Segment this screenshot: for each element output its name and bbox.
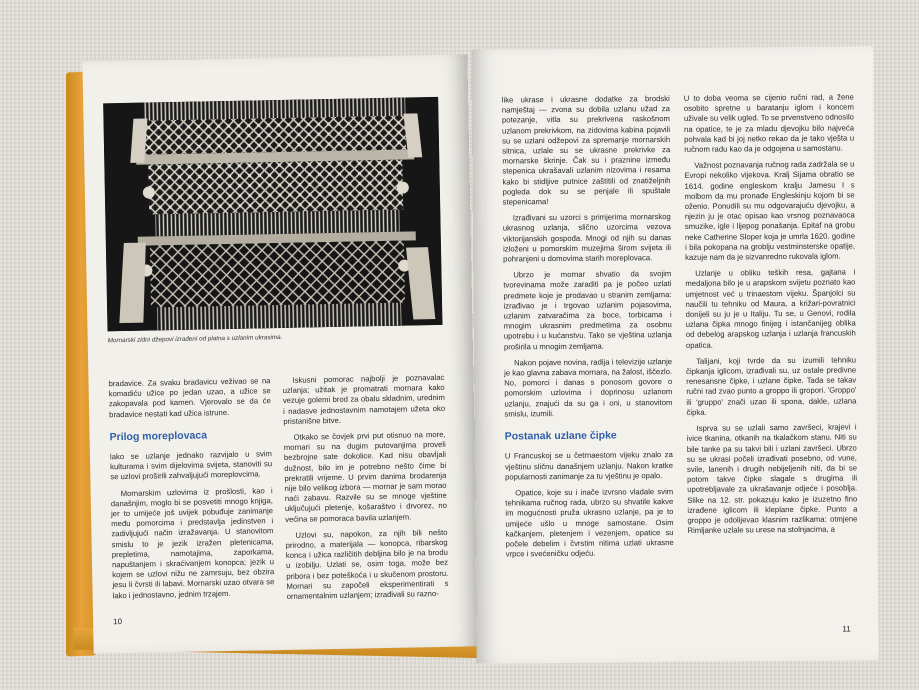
paragraph: lako se uzlanje jednako razvijalo u svim kulturama i svim dijelovima svijeta, stanoviti su se uzlovi proširili zahvaljujući moreplovcima. bbox=[109, 449, 273, 482]
macrame-illustration bbox=[103, 97, 442, 331]
paragraph: Uzlanje u obliku teških resa, gajtana i medaljona bilo je u arapskom svijetu poznato kao umjetnost već u trinaestom vijeku. Španjolci su naučili tu tehniku od Maura, a križari-povratnici donijeli su ju je u Italiju. Tu se, u Genovi, rodila uzlana čipka mnogo finijeg i istančanijeg oblika od debelog arapskog uzlanja i uzlanja francuskih opatica. bbox=[685, 267, 856, 350]
paragraph: Iskusni pomorac najbolji je poznavalac uzlanja; užitak je promatrati mornara kako vezuje golemi brod za obalu skladnim, urednim i nadasve jednostavnim namotajem užeta oko pristanišne bitve. bbox=[282, 372, 446, 426]
section-heading: Postanak uzlane čipke bbox=[504, 429, 617, 443]
left-column-1 bbox=[108, 376, 274, 607]
paragraph: Mornarskim uzlovima iz prošlosti, kao i današnjim, moglo bi se posvetiti mnogo knjiga, jer to umijeće još uvijek pobuđuje zanimanje među pomorcima i predstavlja jedinstven i zadivljujući način izražavanja. U stanovitom smislu to je jezik izražen pletenicama, prepletima, namotajima, zaporkama, napuštanjem i skraćivanjem konopca; jezik u kojem se uzlovi nižu ne zamrsuju, bez obzira jesu li čvrsti ili labavi. Mornarski uzao otvara se lako i jednostavno, jednim trzajem. bbox=[110, 485, 275, 600]
paragraph: Izrađivani su uzorci s primjerima mornarskog ukrasnog uzlanja, slično uzorcima vezova viktorijanskih gospođa. Mnogi od njih su danas izloženi u pomorskim muzejima širom svijeta ili pohranjeni u domovima starih moreplovaca. bbox=[502, 212, 672, 264]
paragraph: U Francuskoj se u četrnaestom vijeku znalo za vještinu sličnu današnjem uzlanju. Nakon kratke popularnosti zanimanje za tu vještinu je opalo. bbox=[504, 450, 673, 482]
paragraph: Isprva su se uzlali samo završeci, krajevi i ivice tkanina, otkanih na tkalačkom stanu. Niti su bile tanke pa su takvi bili i uzlani završeci. Ubrzo su se ukrasi počeli izrađivati posebno, od vune, svile, lanenih i drugih nebijeljenih niti, da bi se potom takve čipke slagale s drugima ili upotrebljavale za ukrašavanje odjeće i posoblja. Slike na 12. str. pokazuju kako je izuzetno fino izrađene iglicom ili kleplane čipke. Punto a groppo je odolijevao klasnim razlikama: otmjene Rimljanke uzlale su urese na stolnjacima, a bbox=[686, 422, 858, 536]
paragraph: Talijani, koji tvrde da su izumili tehniku čipkanja iglicom, izrađivali su, uz ostale predivne renesansne čipke, i uzlane čipke. Tada se takav ručni rad zvao punto a groppo ili gropori. 'Groppo' ili 'gruppo' znači uzao ili spona, dakle, uzlana čipka. bbox=[686, 355, 857, 417]
left-page bbox=[82, 54, 478, 653]
figure-caption: Mornarski zidni džepovi izrađeni od platna s uzlanim ukrasima. bbox=[107, 333, 283, 345]
paragraph: like ukrase i ukrasne dodatke za brodski namještaj — zvona su dobila uzlanu užad za potezanje, vitla su prekrivena raskošnom uzlanom prekrivkom, na zidovima kabina pojavili su se uzlani odžepovi za spremanje mornarskih sitnica, uzlale su se ukrasne prekrivke za mornarske škrinje. Čak su i praznine između stepenica ukrašavali uzlanim nizovima i resama kako bi stidljive putnice zaštitili od znatiželjnih pogleda dok su se penjale ili spuštale stepenicama! bbox=[501, 94, 671, 207]
paragraph: Nakon pojave novina, radija i televizije uzlanje je kao glavna zabava mornara, na žalost, iščezlo. No, pomorci i danas s ponosom govore o pomorskim uzlovima i doprinosu uzlanom uzlanju, znajući da su ga i oni, u stanovitom smislu, izumili. bbox=[504, 356, 673, 419]
paragraph: Otkako se čovjek prvi put otisnuo na more, mornari su na dugim putovanjima proveli bezbrojne sate dokolice. Kad nisu obavljali dužnost, bilo im je potrebno nešto čime bi prekratili vrijeme. U prvim danima brodarenja nije bilo velikog izbora — mornar je sam morao naći zabavu. Razvile su se mnoge vještine uključujući pletenje, košaraštvo i drvorez, no većina se pomoraca bavila uzlanjem. bbox=[283, 429, 448, 524]
paragraph: Važnost poznavanja ručnog rada zadržala se u Evropi nekoliko vijekova. Kralj Sijama obratio se 1614. godine engleskom kralju Jamesu I s molbom da mu pronađe Engleskinju kojom bi se oženio. Ponudili su mu odgovarajuću djevojku, a njezin ju je otac opisao kao vrsnog poznavaoca smuzike, igle i lijepog ponašanja. Epitaf na grobu neke Catherine Sloper koja je umrla 1620. godine i bila pokopana na groblju vestminsterske opatije, kazuje nam da je sizvanredno rukovala iglom. bbox=[684, 159, 856, 262]
page-number-right: 11 bbox=[842, 624, 851, 634]
right-column-1 bbox=[502, 94, 674, 566]
paragraph: Opatice, koje su i inače izvrsno vladale svim tehnikama ručnog rada, ubrzo su shvatile kakve im mogućnosti pruža ukrasno uzlanje, pa je to umijeće ušlo u mnoge samostane. Osim kačkanjem, pletenjem i vezenjem, opatice su počele debelim i čvrstim nitima uzlati ukrasne vrpce i svećeničku odjeću. bbox=[505, 486, 674, 559]
paragraph: bradavice. Za svaku bradavicu veživao se na komadiću užice po jedan uzao, a užice se zakopavala pod kamen. Vjerovalo se da će bradavice nestati kad užica istrune. bbox=[108, 376, 271, 419]
right-page bbox=[471, 46, 878, 663]
macrame-photo bbox=[103, 97, 442, 331]
left-column-2 bbox=[282, 373, 448, 608]
paragraph: Uzlovi su, napokon, za njih bili nešto prirodno, a materijala — konopca, ribarskog konca i užica različitih debljina bilo je na brodu u izobilju. Uzlati se, osim toga, može bez pribora i bez poteškoća i u skučenom prostoru. Mornari su započeli eksperimentirati s ornamentalnim uzlanjem; izrađivali su razno- bbox=[285, 527, 449, 601]
paragraph: Ubrzo je mornar shvatio da svojim tvorevinama može zaraditi pa je počeo uzlati predmete koje je prodavao u stranim zemljama: izrađivao je i trgovao uzlanim pojasovima, uzlanim zatvaračima za boce, torbicama i mnogim ukrasnim predmetima za osobnu upotrebu i u kućanstvu. Tako se vještina uzlanja proširila u mnogim zemljama. bbox=[503, 269, 672, 352]
section-heading: Prilog moreplovaca bbox=[109, 429, 208, 444]
page-number-left: 10 bbox=[113, 617, 123, 627]
paragraph: U to doba veoma se cijenio ručni rad, a žene osobito spretne u baratanju iglom i koncem uživale su velik ugled. To se prvenstveno odnosilo na opatice, te je za mladu djevojku bilo najveća pohvala kad bi joj netko rekao da je tako vješta u ručnom radu kao da je odgojena u samostanu. bbox=[683, 92, 855, 154]
right-column-2 bbox=[684, 92, 858, 542]
